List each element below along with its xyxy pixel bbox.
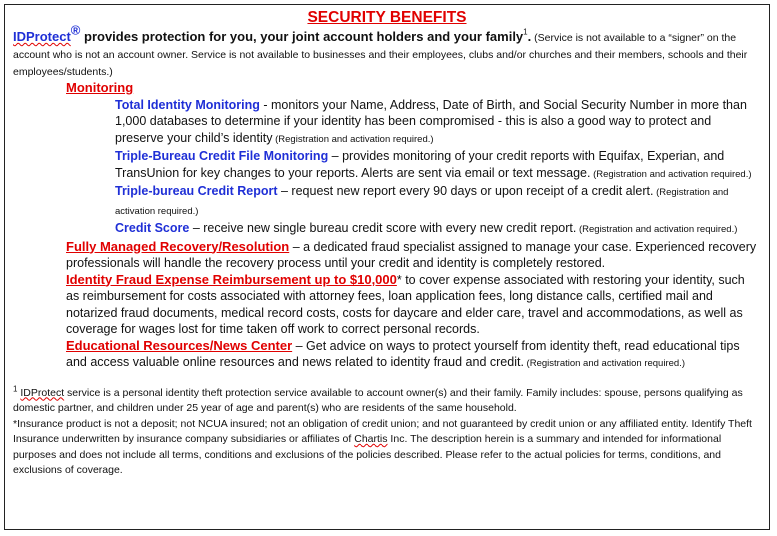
benefit-section-title: Identity Fraud Expense Reimbursement up to $10,000 bbox=[66, 271, 397, 287]
monitoring-item-note: (Registration and activation required.) bbox=[272, 133, 434, 145]
benefit-section bbox=[66, 338, 761, 373]
footnote-idprotect bbox=[13, 386, 761, 417]
benefit-section-text: – Get advice on ways to protect yourself from identity theft, read educational tips and access valuable online resources and news related to identity fraud and credit. bbox=[66, 338, 740, 369]
monitoring-item bbox=[115, 220, 761, 239]
footnote-insurance bbox=[13, 417, 761, 479]
footnote-ref: 1 bbox=[523, 27, 528, 37]
monitoring-heading: Monitoring bbox=[66, 80, 134, 95]
intro-period: . bbox=[527, 29, 532, 44]
brand-name: IDProtect bbox=[13, 29, 71, 44]
insurance-text-end: Inc. The description herein is a summary and intended for informational purposes and does not include all terms, conditions and exclusions of the policies described. Please refer to the actual policies for terms, conditions, and exclusions of coverage. bbox=[13, 433, 722, 476]
intro-headline: provides protection for you, your joint account holders and your family bbox=[80, 29, 524, 44]
footnote-text: service is a personal identity theft protection service available to account owner(s) and their family. Family includes: spouse, persons qualifying as domestic partner, and children under 25 year of age and parent(s) who are residents of the same household. bbox=[13, 386, 743, 414]
document-title: SECURITY BENEFITS bbox=[307, 9, 467, 26]
insurance-text: *Insurance product is not a deposit; not NCUA insured; not an obligation of credit union; and not guaranteed by credit union or any affiliated entity. Identify Theft Insurance underwritten by insurance company subsidiaries or affiliates of bbox=[13, 417, 752, 445]
monitoring-item-title: Triple-bureau Credit Report bbox=[115, 184, 278, 198]
security-benefits-document bbox=[4, 4, 770, 530]
registered-mark: ® bbox=[70, 22, 81, 38]
footnotes bbox=[13, 386, 761, 479]
monitoring-item-text: – provides monitoring of your credit reports with Equifax, Experian, and TransUnion for key changes to your reports. Alerts are sent via email or text message. bbox=[115, 149, 725, 180]
monitoring-item-note: (Registration and activation required.) bbox=[115, 187, 729, 217]
benefit-section-text: * to cover expense associated with restoring your identity, such as reimbursement for costs associated with attorney fees, loan application fees, long distance calls, certified mail and notarized fraud documents, medical record costs, costs for daycare and elder care, travel and accommodations, as well as coverage for wages lost for time taken off work to correct personal records. bbox=[66, 272, 745, 336]
benefit-section-title: Educational Resources/News Center bbox=[66, 337, 293, 353]
monitoring-item bbox=[115, 97, 761, 149]
monitoring-heading-block bbox=[66, 80, 761, 97]
benefit-section-note: (Registration and activation required.) bbox=[523, 358, 685, 369]
monitoring-item-title: Triple-Bureau Credit File Monitoring bbox=[115, 149, 329, 163]
insurer-name: Chartis bbox=[354, 433, 388, 445]
monitoring-item-note: (Registration and activation required.) bbox=[576, 224, 738, 235]
footnote-brand: IDProtect bbox=[20, 386, 65, 399]
monitoring-item bbox=[115, 183, 761, 220]
benefit-section-title: Fully Managed Recovery/Resolution bbox=[66, 238, 290, 254]
benefit-section-text: – a dedicated fraud specialist assigned to manage your case. Experienced recovery professionals will handle the recovery process until your credit and identity is completely restored. bbox=[66, 239, 757, 270]
monitoring-item bbox=[115, 148, 761, 183]
monitoring-item-text: - monitors your Name, Address, Date of Birth, and Social Security Number in more than 1,000 databases to determine if your identity has been compromised - this is also a good way to protect and preserve your child’s identity bbox=[115, 97, 747, 145]
monitoring-item-title: Total Identity Monitoring bbox=[115, 97, 260, 112]
footnote-mark: 1 bbox=[13, 384, 18, 393]
monitoring-item-text: – request new report every 90 days or upon receipt of a credit alert. bbox=[277, 184, 654, 198]
monitoring-item-note: (Registration and activation required.) bbox=[590, 168, 752, 180]
intro-note: (Service is not available to a “signer” on the account who is not an account owner. Service is not available to businesses and their employees, clubs and/or churches and their members, schools and their employees/students.) bbox=[13, 32, 748, 78]
monitoring-item-title: Credit Score bbox=[115, 221, 190, 235]
intro-paragraph bbox=[13, 22, 761, 80]
benefit-section bbox=[66, 272, 761, 338]
monitoring-item-text: – receive new single bureau credit score with every new credit report. bbox=[189, 221, 577, 235]
benefit-section bbox=[66, 239, 761, 272]
